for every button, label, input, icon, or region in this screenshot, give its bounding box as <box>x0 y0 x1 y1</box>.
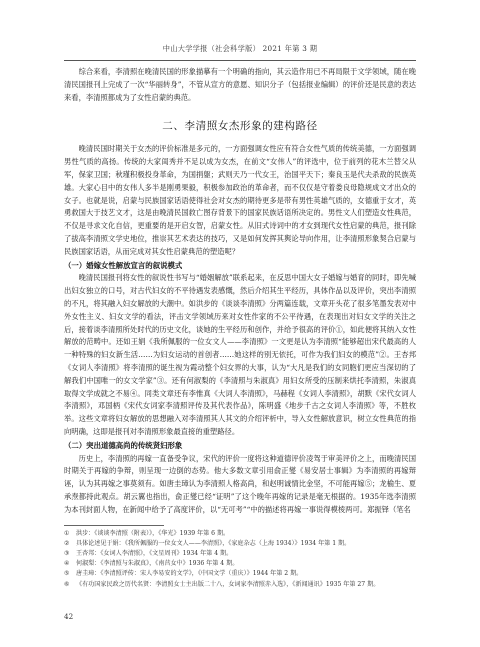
header-rule <box>64 60 416 61</box>
footnote-text: 《有功国家民政之历代名贤：李清照女士主出版二十八，女词家李清照赤入选》，《新闻通讯》1935 年第 27 期。 <box>76 580 380 588</box>
subsection-heading-1: （一）婚嫁女性解放宣言的叙说模式 <box>64 260 183 270</box>
footnote-text: 王杏邦：《女词人李清照》，《文星周刊》1934 年第 4 期。 <box>76 549 233 557</box>
section-paragraph: 晚清民国时期关于女杰的评价标准是多元的，一方面强调女性应有符合女性气质的传统美德，一方面强调男性气质的高扬。传统的大家闺秀并不足以成为女杰，在前文“女伟人”的评选中，位于前列的花木兰替父从军，保家卫国；秋瑾积极投身革命，为国捐躯；武则天乃一代女王，治国平天下；秦良玉是代夫杀敌的民族英雄。大家心目中的女伟人多半是刚勇果毅，积极参加政治的革命者，而不仅仅是守着娄良母隐规成文才出众的女子。也就是说，启蒙与民族国家话语使得社会对女杰的期待更多是带有男性英雄气质的，女德重于女才，英勇救国大于技艺文才，这是由晚清民国救亡图存背景下的国家民族话语所决定的。男性文人们塑造女性典范，不仅是寻求文化自信，更重要的是开启女智，启蒙女性。从旧式诗词中的才女到现代女性启蒙的典范，报刊除了拔高李清照文学史地位，推崇其艺术表达的技巧，又是如何发挥其舆论导向作用，让李清照形象契合启蒙与民族国家话语，从而完成对其女性启蒙典范的塑造呢？ <box>64 144 416 256</box>
footnote-number: ③ <box>64 549 70 557</box>
footnote-number: ② <box>64 539 70 547</box>
running-head: 中山大学学报（社会科学版） 2021 年第 3 期 <box>162 44 318 53</box>
intro-paragraph: 综合来看，李清照在晚清民国的形象描摹有一个明确的指向，其云造作用已不再局限于文学领域，随在晚清民国报刊上完成了一次“华丽转身”，不管从宣方的意愿、知识分子（包括报业编辑）的评价还是民意的表达来看，李清照都成为了女性启蒙的典范。 <box>64 67 416 102</box>
footnote-text: 何淑梨：《李清照与朱淑真》，《南莒女中》1936 年第 4 期。 <box>76 560 239 568</box>
footnote-number: ⑥ <box>64 580 70 588</box>
subsection-heading-2: （二）突出道德高尚的传统贤妇形象 <box>64 440 183 450</box>
footnote-number: ① <box>64 529 70 537</box>
footnote <box>64 580 416 590</box>
article-body <box>64 66 416 590</box>
page-number: 42 <box>64 612 74 621</box>
footnote-rule <box>64 525 164 526</box>
footnote <box>64 559 416 569</box>
footnote-list <box>64 529 416 590</box>
footnote-text: 唐圭璋：《李清照评传：宋人李易安的文学》，《中国文学（重庆）》1944 年第 2 期。 <box>76 570 303 578</box>
section-title: 二、李清照女杰形象的建构路径 <box>162 120 318 133</box>
footnote <box>64 539 416 549</box>
footnote-number: ⑤ <box>64 570 70 578</box>
subsection-paragraph-2: 历史上，李清照的再嫁一直备受争议，宋代的评价一度将这种道德评价凌驾于审美评价之上，而晚清民国时期关于再嫁的争辩，则呈现一边倒的态势。他大多数文章引用俞正燮《易安居士事辑》为李清照的再嫁辩诬，认为其再嫁之事莫须有。如唐圭璋认为李清照人格高尚，和赵明诚情比金坚，不可能再嫁⑤；龙榆生、夏承焘都持此观点。胡云翼也指出，俞正燮已经“证明”了这个晚年再嫁的记录是毫无根据的。1935年选李清照为本刊封面人物，在新闻中给予了高度评价，以“无可考”“中的描述将再嫁一事说得模棱两可。郑振铎（笔名 <box>64 453 416 514</box>
footnote-text: 具体论述见于娟：《我所佩服的一位女文人——李清照》，《家庭杂志（上海 1934）》1934 年第 1 期。 <box>76 539 351 547</box>
footnote <box>64 549 416 559</box>
subsection-paragraph-1: 晚清民国报刊将女性的叙说性书写与“婚姻解放”联系起来，在反思中国大女子婚嫁与婚育的同时，即先喊出妇女独立的口号，对古代妇女的不平待遇发表感慨，然后介绍其生平经历，具体作品以及评价，突出李清照的不凡，将其融入妇女解放的大潮中。如洪步的《谈谈李清照》分两篇连载，文章开头花了很多笔墨发表对中外女性主义、妇女文学的看法，评击文学领域历来对女性作家的不公平待遇，在表现出对妇女文学的关注之后，接着谈李清照所处时代的历史文化，谈她的生平经历和创作，并给予很高的评价①，如此便将其纳入女性解放的范畴中。还如王娟《我所佩服的一位女文人——李清照》一文更是认为李清照“能够超出宋代最高的人一种特殊的妇女新生活……为妇女运动的首创者……她这样的别无依托，可作为我们妇女的模范”②。王杏邦《女词人李清照》将李清照的诞生视为霞动整个妇女界的大事，认为“大凡是我们的女同胞们更应当深切的了解我们中国唯一的女文学家”③。还有何淑梨的《李清照与朱淑真》用妇女所受的压制来烘托李清照，朱淑真取得文学成就之不易④。同类文章还有李惟真《大词人李清照》，马赫程《女词人李清照》，胡默《宋代女词人李清照》，邓国柄《宋代女词家李清照评传及其代表作品》，陈明盛《地步千古之女词人李清照》等，不胜枚举。这些文章将妇女解放的思想融入对李清照其人其文的介绍评析中，导入女性解放意识，树立女性典范的指向明确，这即是报刊对李清照形象最直接的重塑路径。 <box>64 273 416 436</box>
footnote <box>64 569 416 579</box>
footnote-number: ④ <box>64 560 70 568</box>
footnote-text: 洪步：《谈谈李清照（附表）》，《华光》1939 年第 6 期。 <box>76 529 230 537</box>
footnote <box>64 529 416 539</box>
